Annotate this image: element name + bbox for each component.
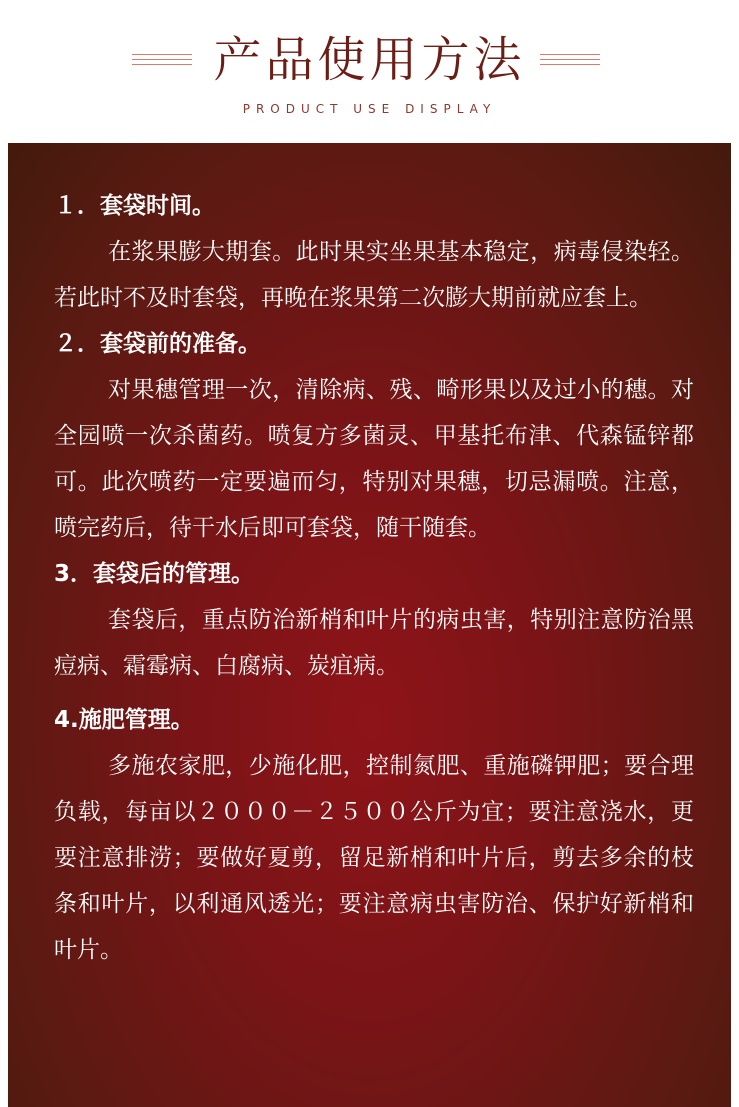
section-preparation [54,321,694,551]
section-heading: 3．套袋后的管理。 [54,561,255,587]
section-body: 在浆果膨大期套。此时果实坐果基本稳定，病毒侵染轻。若此时不及时套袋，再晚在浆果第二次膨大期前就应套上。 [54,239,694,311]
page-subtitle: PRODUCT USE DISPLAY [242,102,497,116]
section-body: 对果穗管理一次，清除病、残、畸形果以及过小的穗。对全园喷一次杀菌药。喷复方多菌灵、甲基托布津、代森锰锌都可。此次喷药一定要遍而匀，特别对果穗，切忌漏喷。注意，喷完药后，待干水后即可套袋，随干随套。 [54,377,694,541]
section-heading: １．套袋时间。 [54,193,215,219]
header [0,0,739,140]
section-body: 套袋后，重点防治新梢和叶片的病虫害，特别注意防治黑痘病、霜霉病、白腐病、炭疽病。 [54,607,694,679]
section-body: 多施农家肥，少施化肥，控制氮肥、重施磷钾肥；要合理负载，每亩以２０００－２５００公斤为宜；要注意浇水，更要注意排涝；要做好夏剪，留足新梢和叶片后，剪去多余的枝条和叶片，以利通风透光；要注意病虫害防治、保护好新梢和叶片。 [54,753,694,963]
instructions-panel [8,143,731,1107]
section-fertilizer [54,697,694,973]
section-heading: 4.施肥管理。 [54,707,194,733]
section-bagging-time [54,183,694,321]
instructions-content [54,183,694,973]
section-post-bagging [54,551,694,689]
section-heading: ２．套袋前的准备。 [54,331,261,357]
page-title: 产品使用方法 [213,32,526,88]
title-decoration-right [540,54,600,66]
